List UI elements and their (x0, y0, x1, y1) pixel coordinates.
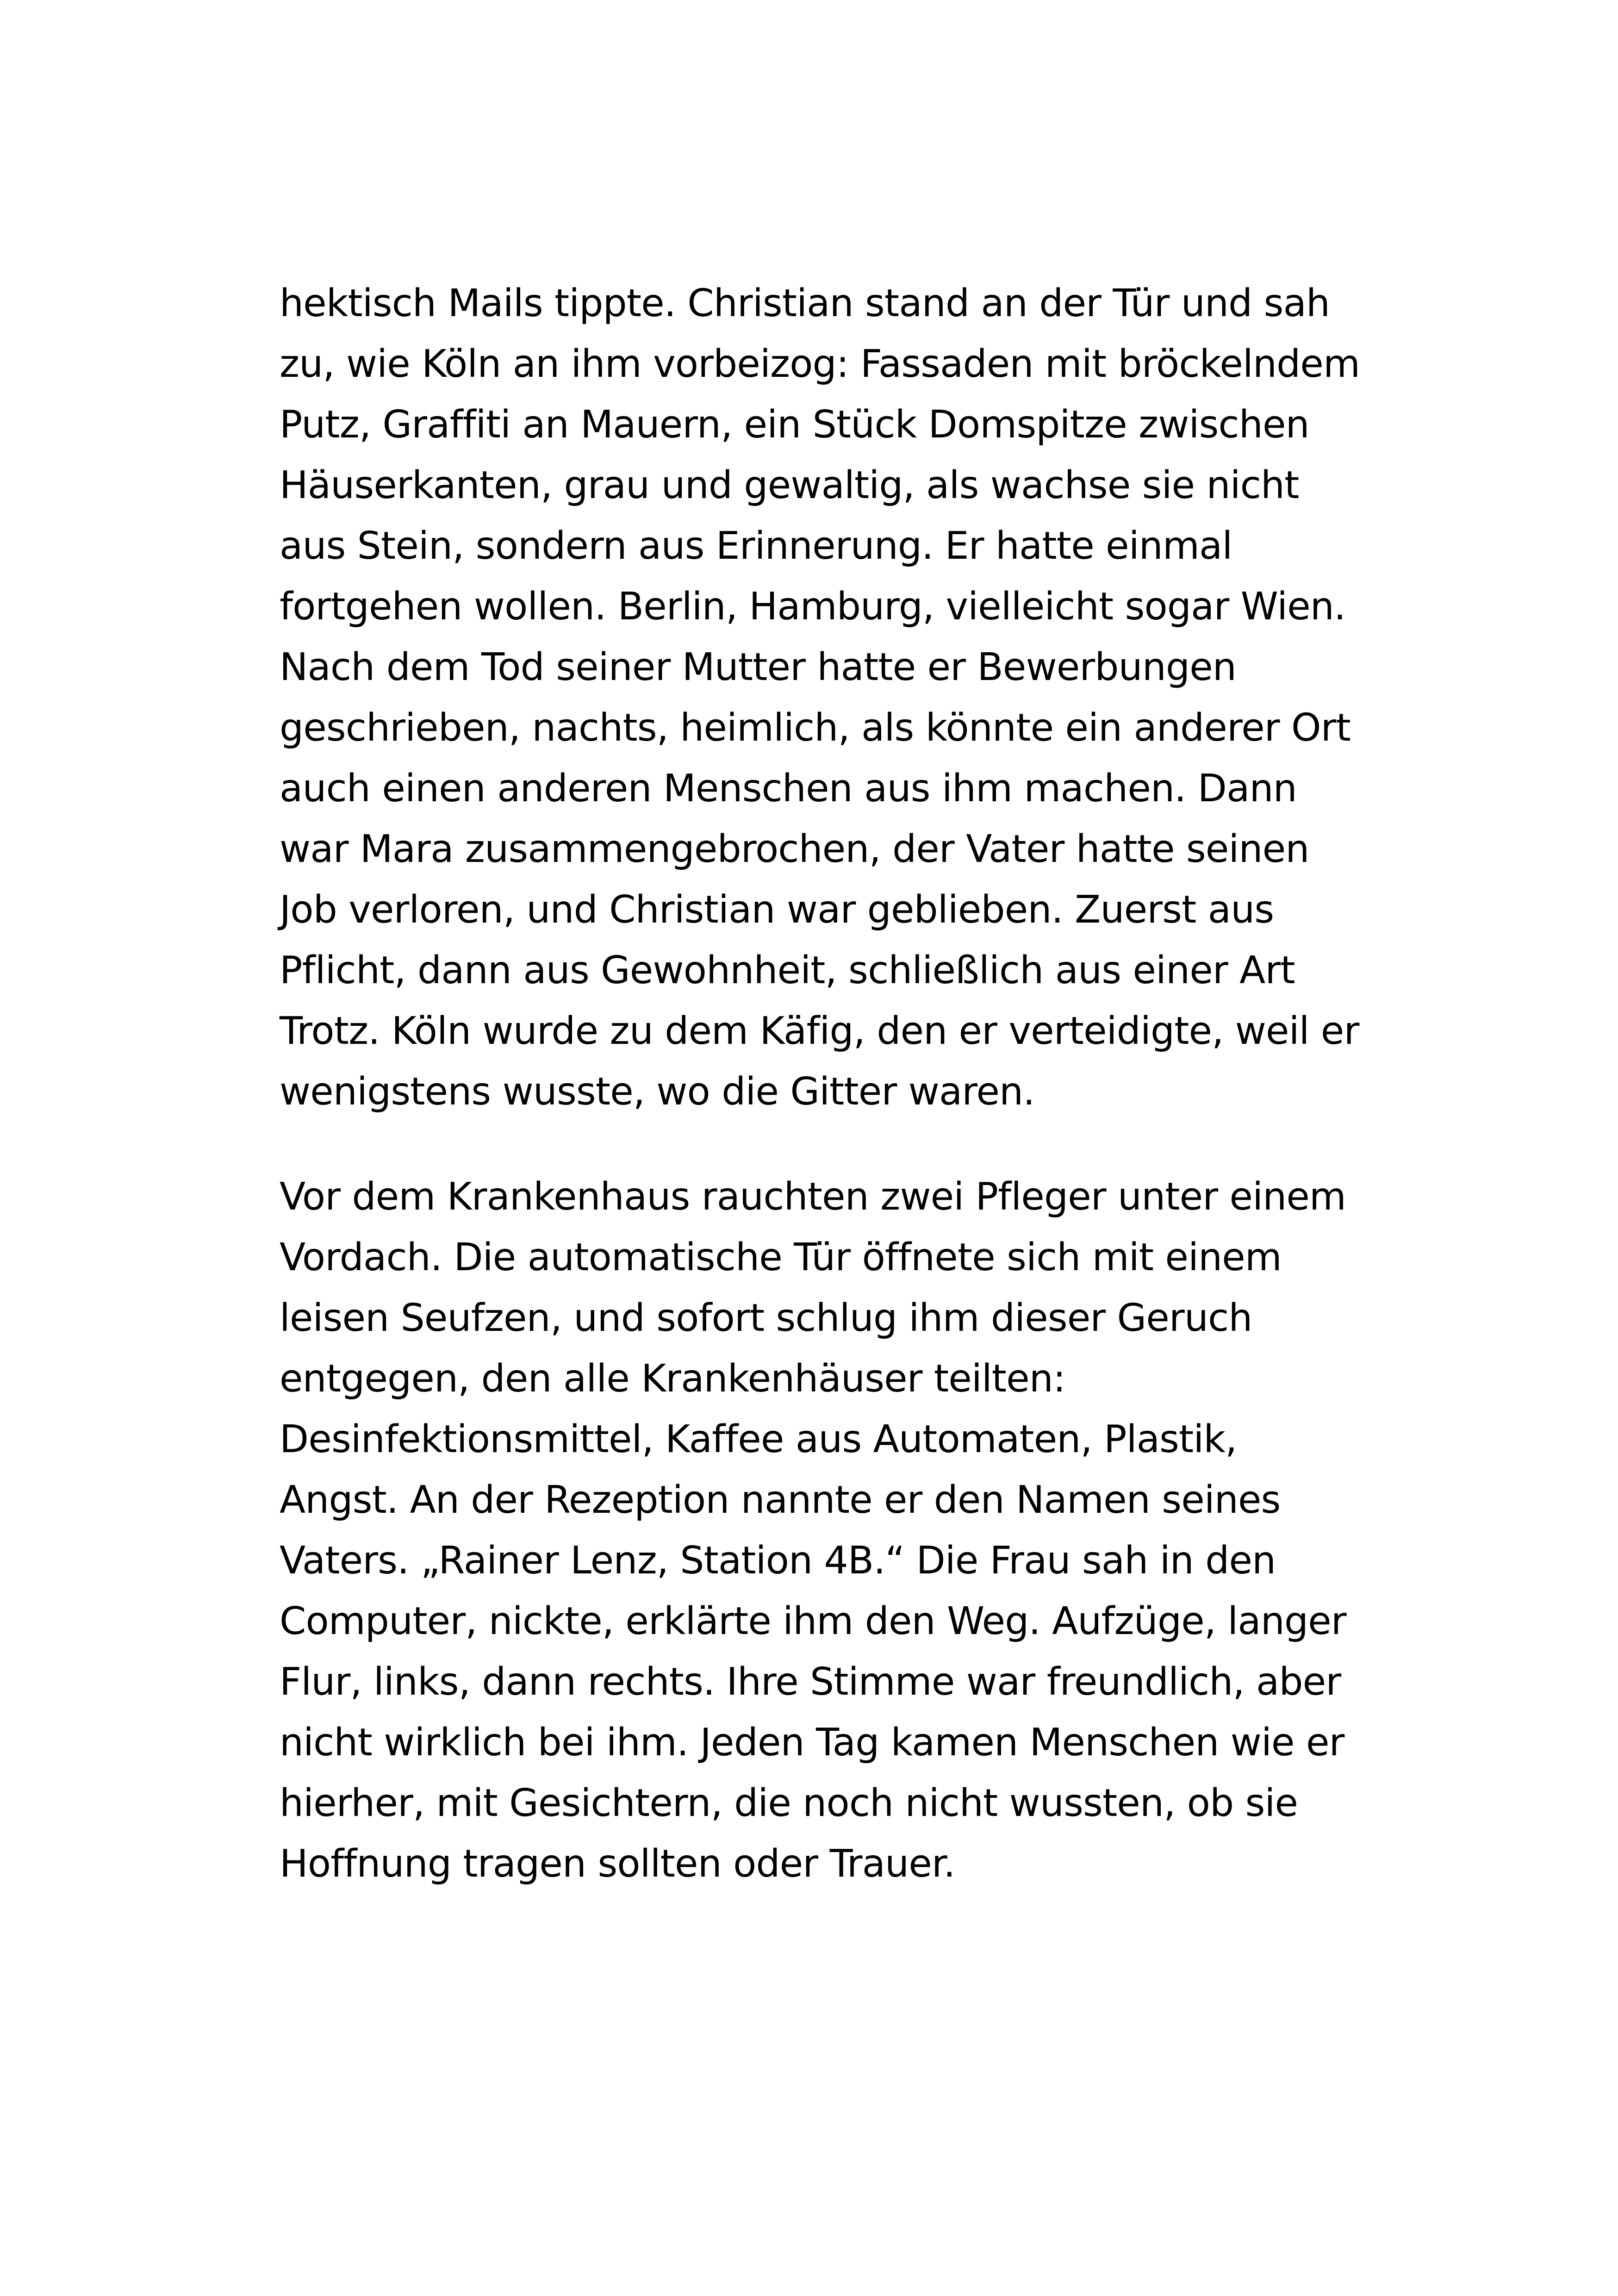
text-line: war Mara zusammengebrochen, der Vater hatte seinen (280, 827, 1309, 871)
text-line: Vor dem Krankenhaus rauchten zwei Pfleger unter einem (280, 1175, 1346, 1219)
text-line: entgegen, den alle Krankenhäuser teilten: (280, 1357, 1065, 1401)
text-line: zu, wie Köln an ihm vorbeizog: Fassaden mit bröckelndem (280, 342, 1360, 386)
body-text (280, 273, 1358, 1894)
text-line: Flur, links, dann rechts. Ihre Stimme war freundlich, aber (280, 1660, 1341, 1704)
paragraph-spacer (280, 1122, 1358, 1167)
text-line: Angst. An der Rezeption nannte er den Namen seines (280, 1478, 1281, 1522)
text-line: geschrieben, nachts, heimlich, als könnte ein anderer Ort (280, 706, 1351, 750)
text-line: Trotz. Köln wurde zu dem Käfig, den er verteidigte, weil er (280, 1009, 1359, 1053)
paragraph-1 (280, 273, 1358, 1122)
text-line: auch einen anderen Menschen aus ihm machen. Dann (280, 767, 1297, 811)
text-line: Computer, nickte, erklärte ihm den Weg. Aufzüge, langer (280, 1599, 1346, 1643)
text-line: aus Stein, sondern aus Erinnerung. Er hatte einmal (280, 524, 1232, 568)
text-line: nicht wirklich bei ihm. Jeden Tag kamen Menschen wie er (280, 1721, 1344, 1765)
text-line: Pflicht, dann aus Gewohnheit, schließlich aus einer Art (280, 948, 1295, 992)
text-line: Hoffnung tragen sollten oder Trauer. (280, 1842, 955, 1886)
text-line: Job verloren, und Christian war geblieben. Zuerst aus (280, 888, 1274, 932)
text-line: Vaters. „Rainer Lenz, Station 4B.“ Die Frau sah in den (280, 1539, 1276, 1583)
text-line: Putz, Graffiti an Mauern, ein Stück Domspitze zwischen (280, 403, 1309, 447)
text-line: fortgehen wollen. Berlin, Hamburg, vielleicht sogar Wien. (280, 585, 1346, 629)
paragraph-2 (280, 1167, 1358, 1894)
text-line: Nach dem Tod seiner Mutter hatte er Bewerbungen (280, 645, 1237, 689)
text-line: Häuserkanten, grau und gewaltig, als wachse sie nicht (280, 463, 1299, 507)
text-line: Vordach. Die automatische Tür öffnete sich mit einem (280, 1235, 1282, 1279)
text-line: wenigstens wusste, wo die Gitter waren. (280, 1070, 1035, 1114)
text-line: leisen Seufzen, und sofort schlug ihm dieser Geruch (280, 1296, 1252, 1340)
text-line: hierher, mit Gesichtern, die noch nicht wussten, ob sie (280, 1781, 1298, 1825)
text-line: Desinfektionsmittel, Kaffee aus Automaten, Plastik, (280, 1417, 1237, 1461)
text-line: hektisch Mails tippte. Christian stand an der Tür und sah (280, 281, 1330, 325)
